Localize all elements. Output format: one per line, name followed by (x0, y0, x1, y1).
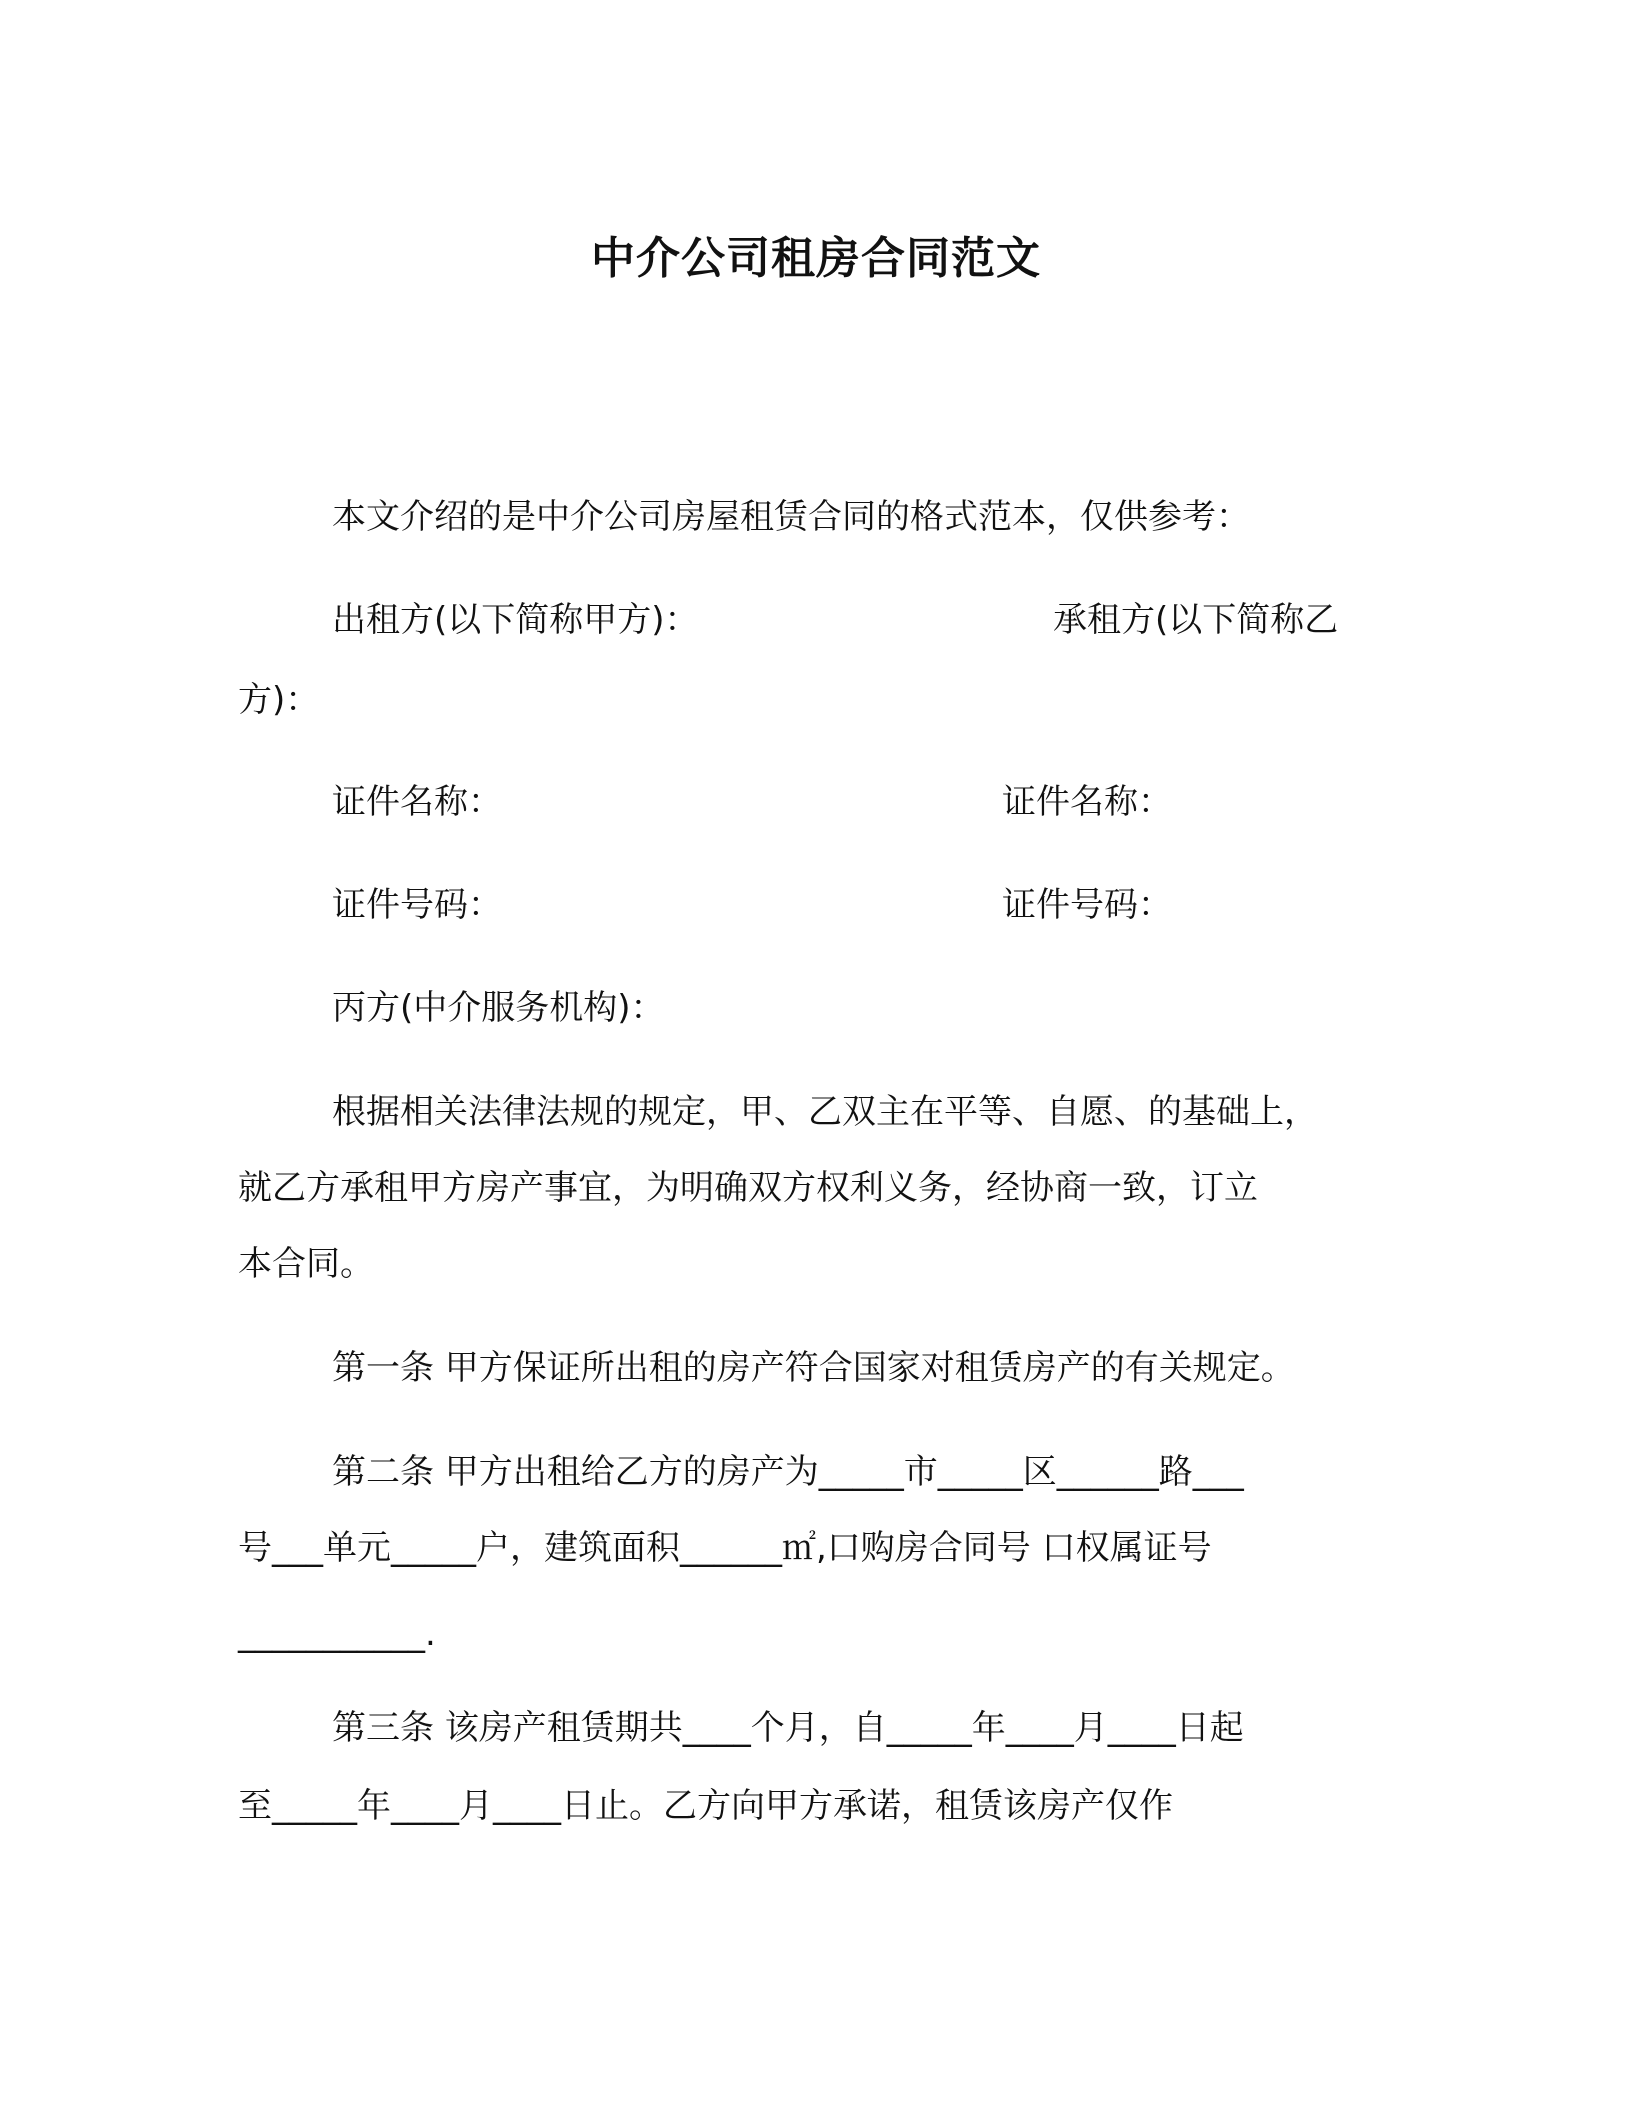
preamble-line-3: 本合同。 (238, 1244, 374, 1284)
id-number-right-label: 证件号码： (1002, 885, 1172, 925)
article-3-line-2: 至_____年____月____日止。乙方向甲方承诺，租赁该房产仅作 (238, 1786, 1173, 1826)
preamble-line-2: 就乙方承租甲方房产事宜，为明确双方权利义务，经协商一致，订立 (238, 1168, 1258, 1208)
article-3-line-1: 第三条 该房产租赁期共____个月，自_____年____月____日起 (332, 1708, 1244, 1748)
document-title: 中介公司租房合同范文 (591, 233, 1041, 284)
id-number-left-label: 证件号码： (332, 885, 502, 925)
lessee-label-part2: 方)： (238, 680, 320, 720)
id-name-right-label: 证件名称： (1002, 782, 1172, 822)
agency-label: 丙方(中介服务机构)： (332, 988, 665, 1028)
lessee-label-part1: 承租方(以下简称乙 (1053, 600, 1339, 640)
article-1: 第一条 甲方保证所出租的房产符合国家对租赁房产的有关规定。 (332, 1348, 1295, 1388)
preamble-line-1: 根据相关法律法规的规定，甲、乙双主在平等、自愿、的基础上， (332, 1092, 1318, 1132)
intro-text: 本文介绍的是中介公司房屋租赁合同的格式范本，仅供参考： (332, 497, 1250, 537)
article-2-line-1: 第二条 甲方出租给乙方的房产为_____市_____区______路___ (332, 1452, 1244, 1492)
article-2-line-2: 号___单元_____户，建筑面积______㎡,口购房合同号 口权属证号 (238, 1528, 1212, 1568)
article-2-line-3: ___________. (238, 1614, 436, 1654)
lessor-label: 出租方(以下简称甲方)： (332, 600, 699, 640)
id-name-left-label: 证件名称： (332, 782, 502, 822)
